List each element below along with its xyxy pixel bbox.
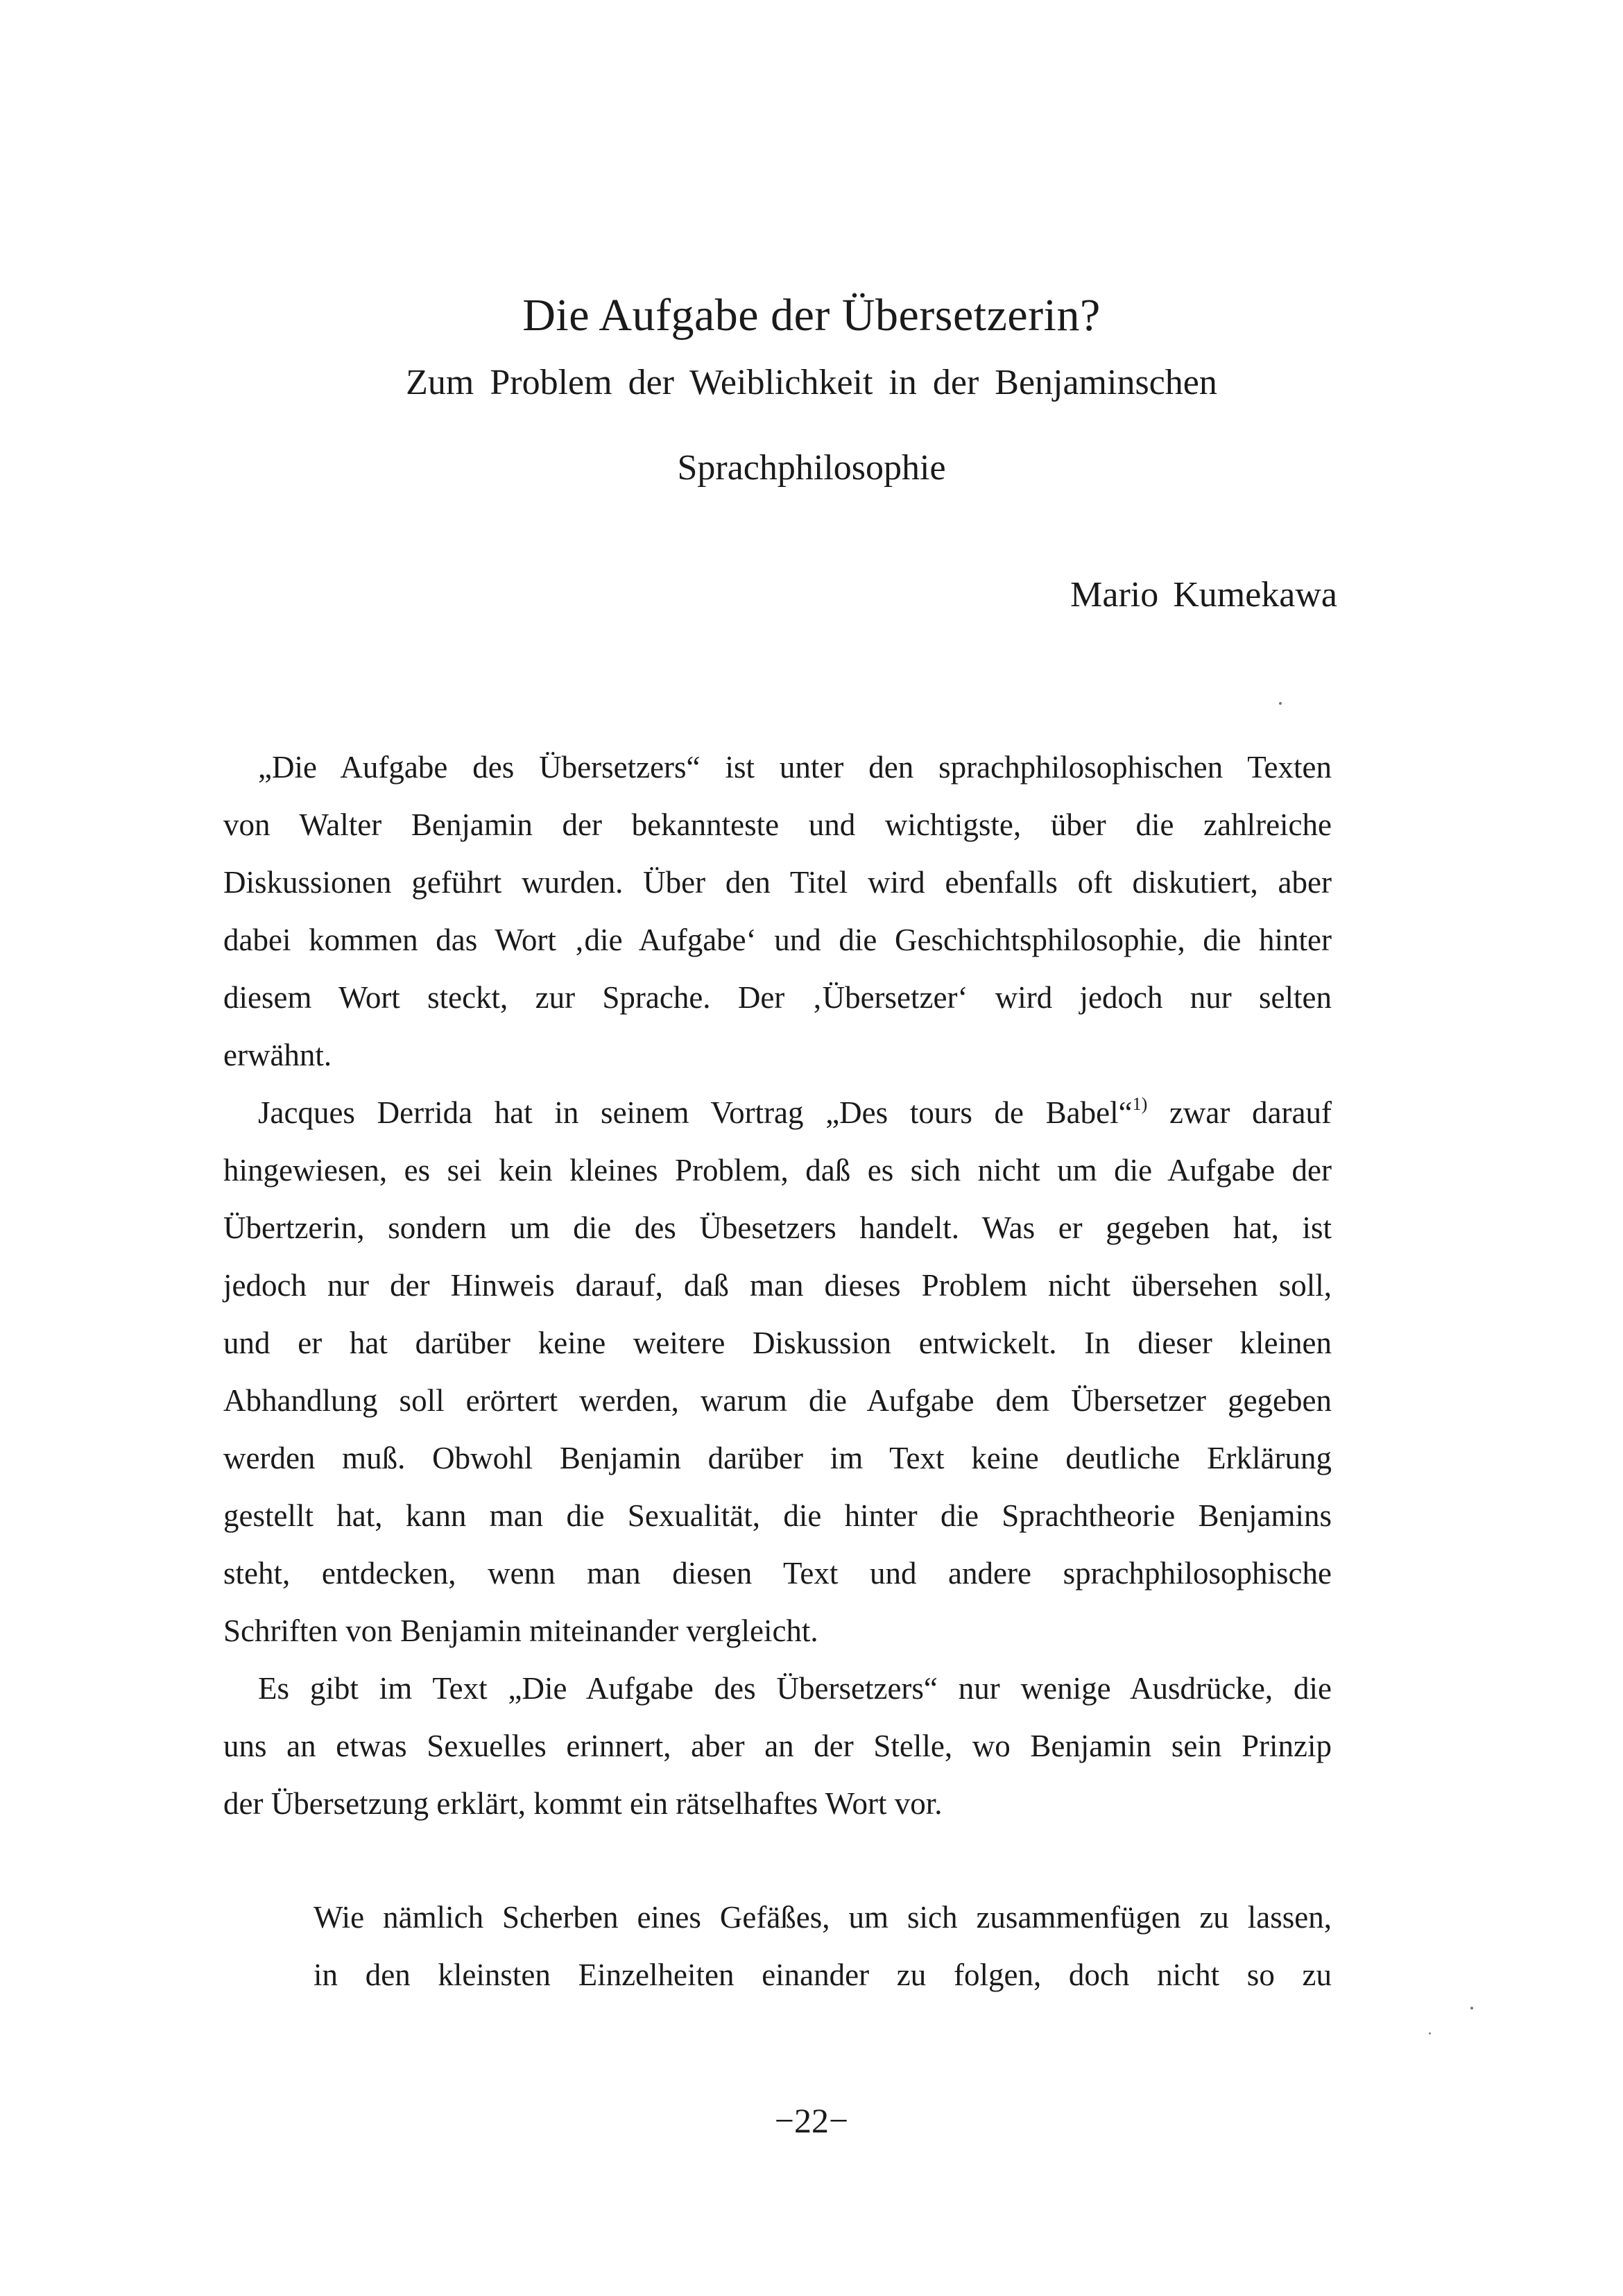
quote-line: in den kleinsten Einzelheiten einander zu folgen, doch nicht so zu <box>314 1957 1332 1992</box>
page-number: −22− <box>774 2101 849 2140</box>
text-line: gestellt hat, kann man die Sexualität, die hinter die Sprachtheorie Benjamins <box>223 1498 1332 1533</box>
text-line <box>223 1092 1332 1133</box>
text-segment: Jacques Derrida hat in seinem Vortrag „Des tours de Babel“ <box>258 1095 1133 1130</box>
scan-speck <box>1429 2032 1431 2034</box>
author-name: Mario Kumekawa <box>1070 575 1337 615</box>
text-line: Abhandlung soll erörtert werden, warum die Aufgabe dem Übersetzer gegeben <box>223 1383 1332 1418</box>
text-line: hingewiesen, es sei kein kleines Problem, daß es sich nicht um die Aufgabe der <box>223 1153 1332 1188</box>
article-subtitle-line-1: Zum Problem der Weiblichkeit in der Benjaminschen <box>406 363 1217 402</box>
scan-speck <box>1279 702 1282 705</box>
text-segment: zwar darauf <box>1147 1095 1332 1130</box>
text-line: uns an etwas Sexuelles erinnert, aber an der Stelle, wo Benjamin sein Prinzip <box>223 1729 1332 1763</box>
text-line: diesem Wort steckt, zur Sprache. Der ‚Übersetzer‘ wird jedoch nur selten <box>223 980 1332 1015</box>
text-line: steht, entdecken, wenn man diesen Text und andere sprachphilosophische <box>223 1556 1332 1591</box>
text-line: Diskussionen geführt wurden. Über den Titel wird ebenfalls oft diskutiert, aber <box>223 865 1332 900</box>
text-line: Übertzerin, sondern um die des Übesetzers handelt. Was er gegeben hat, ist <box>223 1210 1332 1245</box>
text-line: von Walter Benjamin der bekannteste und wichtigste, über die zahlreiche <box>223 807 1332 842</box>
text-line: und er hat darüber keine weitere Diskussion entwickelt. In dieser kleinen <box>223 1326 1332 1360</box>
text-line: „Die Aufgabe des Übersetzers“ ist unter den sprachphilosophischen Texten <box>258 750 1332 785</box>
quote-line: Wie nämlich Scherben eines Gefäßes, um sich zusammenfügen zu lassen, <box>314 1900 1332 1935</box>
text-line: Schriften von Benjamin miteinander vergleicht. <box>223 1613 818 1648</box>
text-line: dabei kommen das Wort ‚die Aufgabe‘ und die Geschichtsphilosophie, die hinter <box>223 923 1332 957</box>
text-line: werden muß. Obwohl Benjamin darüber im Text keine deutliche Erklärung <box>223 1441 1332 1475</box>
article-subtitle-line-2: Sprachphilosophie <box>677 448 946 488</box>
article-title: Die Aufgabe der Übersetzerin? <box>522 290 1101 341</box>
text-line: Es gibt im Text „Die Aufgabe des Übersetzers“ nur wenige Ausdrücke, die <box>258 1671 1332 1706</box>
text-line: jedoch nur der Hinweis darauf, daß man dieses Problem nicht übersehen soll, <box>223 1268 1332 1303</box>
text-line: erwähnt. <box>223 1038 332 1072</box>
footnote-marker: 1) <box>1132 1094 1148 1114</box>
text-line: der Übersetzung erklärt, kommt ein rätselhaftes Wort vor. <box>223 1786 943 1821</box>
scan-speck <box>1470 2007 1473 2010</box>
